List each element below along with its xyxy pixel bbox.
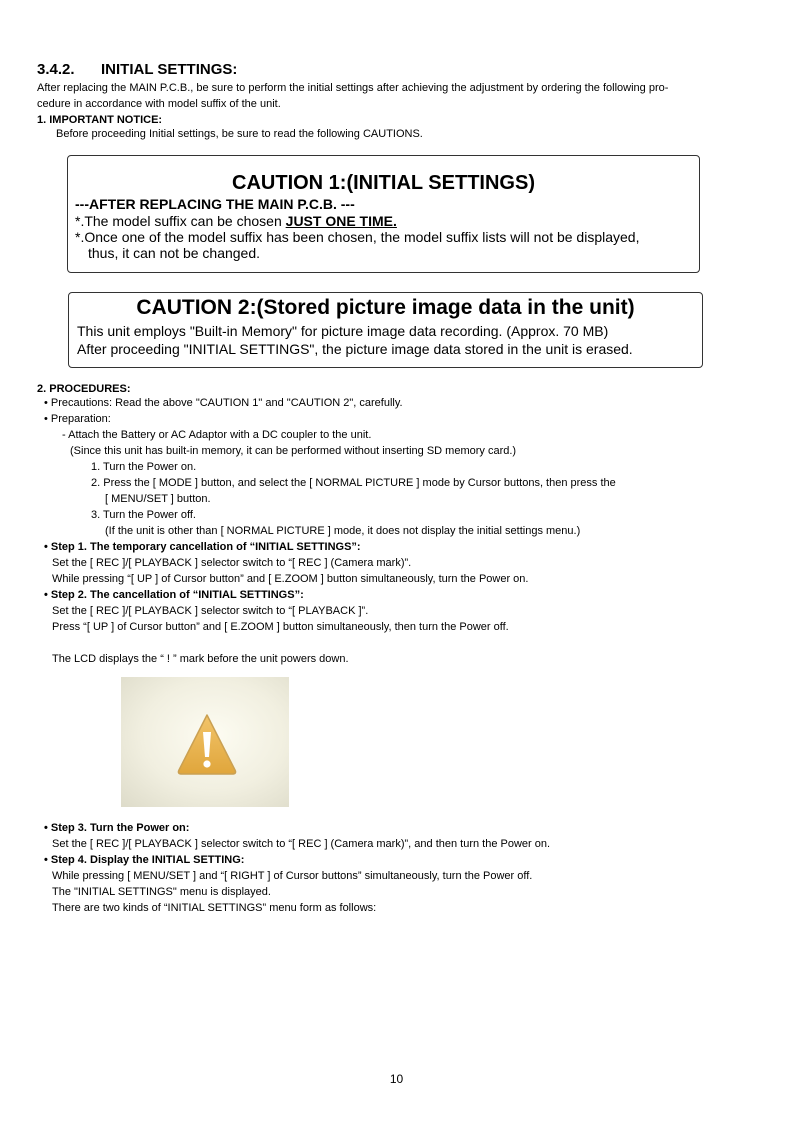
prep-step-2: 2. Press the [ MODE ] button, and select the [ NORMAL PICTURE ] mode by Cursor buttons, then press the <box>91 477 616 489</box>
preparation-label: • Preparation: <box>44 413 111 425</box>
notice-text: Before proceeding Initial settings, be sure to read the following CAUTIONS. <box>56 128 423 140</box>
intro-line-1: After replacing the MAIN P.C.B., be sure to perform the initial settings after achieving the adjustment by ordering the following pro- <box>37 82 669 94</box>
page-number: 10 <box>389 1072 404 1086</box>
step-4-line-1: While pressing [ MENU/SET ] and “[ RIGHT ] of Cursor buttons” simultaneously, turn the Power off. <box>52 870 533 882</box>
caution-1-emphasis: JUST ONE TIME. <box>285 213 397 229</box>
step-2-line-3: The LCD displays the “ ! ” mark before the unit powers down. <box>52 653 349 665</box>
procedures-heading: 2. PROCEDURES: <box>37 383 131 395</box>
intro-line-2: cedure in accordance with model suffix of the unit. <box>37 98 281 110</box>
step-1-line-2: While pressing “[ UP ] of Cursor button” and [ E.ZOOM ] button simultaneously, turn the Power on. <box>52 573 529 585</box>
step-1-line-1: Set the [ REC ]/[ PLAYBACK ] selector switch to “[ REC ] (Camera mark)”. <box>52 557 412 569</box>
prep-note: (Since this unit has built-in memory, it can be performed without inserting SD memory card.) <box>70 445 517 457</box>
section-number: 3.4.2. <box>37 61 75 78</box>
precautions-text: • Precautions: Read the above "CAUTION 1" and "CAUTION 2", carefully. <box>44 397 403 409</box>
step-4-heading: • Step 4. Display the INITIAL SETTING: <box>44 854 245 866</box>
caution-2-line-2: After proceeding "INITIAL SETTINGS", the picture image data stored in the unit is erased. <box>77 341 633 357</box>
caution-1-line-1-text: *.The model suffix can be chosen <box>75 213 286 229</box>
caution-1-title: CAUTION 1:(INITIAL SETTINGS) <box>232 172 535 194</box>
prep-step-1: 1. Turn the Power on. <box>91 461 197 473</box>
prep-step-3-note: (If the unit is other than [ NORMAL PICTURE ] mode, it does not display the initial settings menu.) <box>105 525 581 537</box>
step-2-line-2: Press “[ UP ] of Cursor button” and [ E.ZOOM ] button simultaneously, then turn the Power off. <box>52 621 509 633</box>
caution-1-line-2: *.Once one of the model suffix has been chosen, the model suffix lists will not be displayed, <box>75 229 640 245</box>
step-4-line-3: There are two kinds of “INITIAL SETTINGS” menu form as follows: <box>52 902 377 914</box>
step-1-heading: • Step 1. The temporary cancellation of “INITIAL SETTINGS”: <box>44 541 361 553</box>
step-2-heading: • Step 2. The cancellation of “INITIAL SETTINGS”: <box>44 589 304 601</box>
step-4-line-2: The "INITIAL SETTINGS" menu is displayed. <box>52 886 271 898</box>
caution-2-title: CAUTION 2:(Stored picture image data in the unit) <box>136 296 635 319</box>
caution-1-line-1 <box>75 213 397 229</box>
caution-1-box <box>67 155 700 273</box>
lcd-warning-image <box>121 677 289 807</box>
caution-2-box <box>68 292 703 368</box>
caution-2-line-1: This unit employs "Built-in Memory" for picture image data recording. (Approx. 70 MB) <box>77 323 609 339</box>
caution-1-line-3: thus, it can not be changed. <box>88 245 261 261</box>
step-2-line-1: Set the [ REC ]/[ PLAYBACK ] selector switch to “[ PLAYBACK ]”. <box>52 605 369 617</box>
prep-attach: - Attach the Battery or AC Adaptor with a DC coupler to the unit. <box>62 429 372 441</box>
section-heading <box>37 61 237 78</box>
warning-triangle-icon <box>121 677 289 807</box>
step-3-line-1: Set the [ REC ]/[ PLAYBACK ] selector switch to “[ REC ] (Camera mark)”, and then turn the Power on. <box>52 838 551 850</box>
step-3-heading: • Step 3. Turn the Power on: <box>44 822 190 834</box>
section-title: INITIAL SETTINGS: <box>101 61 238 78</box>
caution-1-subtitle: ---AFTER REPLACING THE MAIN P.C.B. --- <box>75 196 355 212</box>
notice-heading: 1. IMPORTANT NOTICE: <box>37 114 163 126</box>
prep-step-3: 3. Turn the Power off. <box>91 509 196 521</box>
prep-step-2-cont: [ MENU/SET ] button. <box>105 493 211 505</box>
